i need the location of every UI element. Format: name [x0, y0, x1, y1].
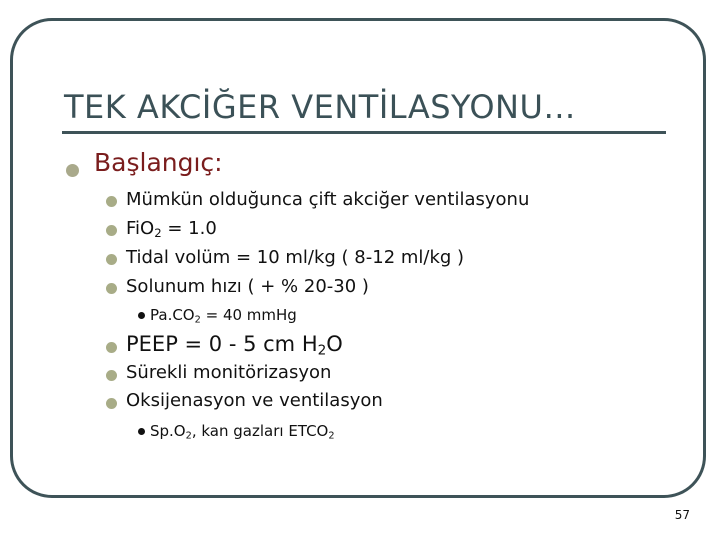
bullet-icon [106, 342, 117, 353]
paco2-prefix: Pa.CO [150, 306, 195, 324]
sub-bullet-icon [138, 428, 145, 435]
spo2-mid: , kan gazları ETCO [191, 422, 329, 440]
list-item-fio2 [126, 218, 217, 240]
list-item: Mümkün olduğunca çift akciğer ventilasyonu [126, 189, 530, 210]
spo2-subscript: 2 [185, 430, 192, 442]
list-item: Sürekli monitörizasyon [126, 362, 332, 383]
paco2-subscript: 2 [194, 314, 201, 326]
peep-prefix: PEEP = 0 - 5 cm H [126, 332, 318, 356]
sub-item-paco2 [138, 306, 297, 325]
fio2-subscript: 2 [154, 225, 162, 240]
paco2-suffix: = 40 mmHg [200, 306, 297, 324]
etco2-subscript: 2 [328, 430, 335, 442]
bullet-icon [106, 196, 117, 207]
sub-bullet-icon [138, 312, 145, 319]
sub-item-spo2 [138, 422, 335, 441]
peep-subscript: 2 [317, 342, 327, 359]
title-divider [62, 131, 666, 134]
spo2-prefix: Sp.O [150, 422, 186, 440]
list-item: Oksijenasyon ve ventilasyon [126, 390, 383, 411]
page-number: 57 [674, 508, 690, 522]
bullet-icon [106, 225, 117, 236]
bullet-icon [106, 254, 117, 265]
list-item: Tidal volüm = 10 ml/kg ( 8-12 ml/kg ) [126, 247, 465, 268]
list-item-peep [126, 332, 343, 358]
bullet-icon [106, 283, 117, 294]
bullet-icon [106, 398, 117, 409]
level1-bullet-icon [66, 164, 79, 177]
slide-title: TEK AKCİĞER VENTİLASYONU… [64, 88, 576, 126]
bullet-icon [106, 370, 117, 381]
list-item: Solunum hızı ( + % 20-30 ) [126, 276, 369, 297]
peep-suffix: O [326, 332, 343, 356]
fio2-suffix: = 1.0 [161, 218, 217, 239]
fio2-prefix: FiO [126, 218, 155, 239]
heading-baslangic: Başlangıç: [94, 148, 223, 177]
